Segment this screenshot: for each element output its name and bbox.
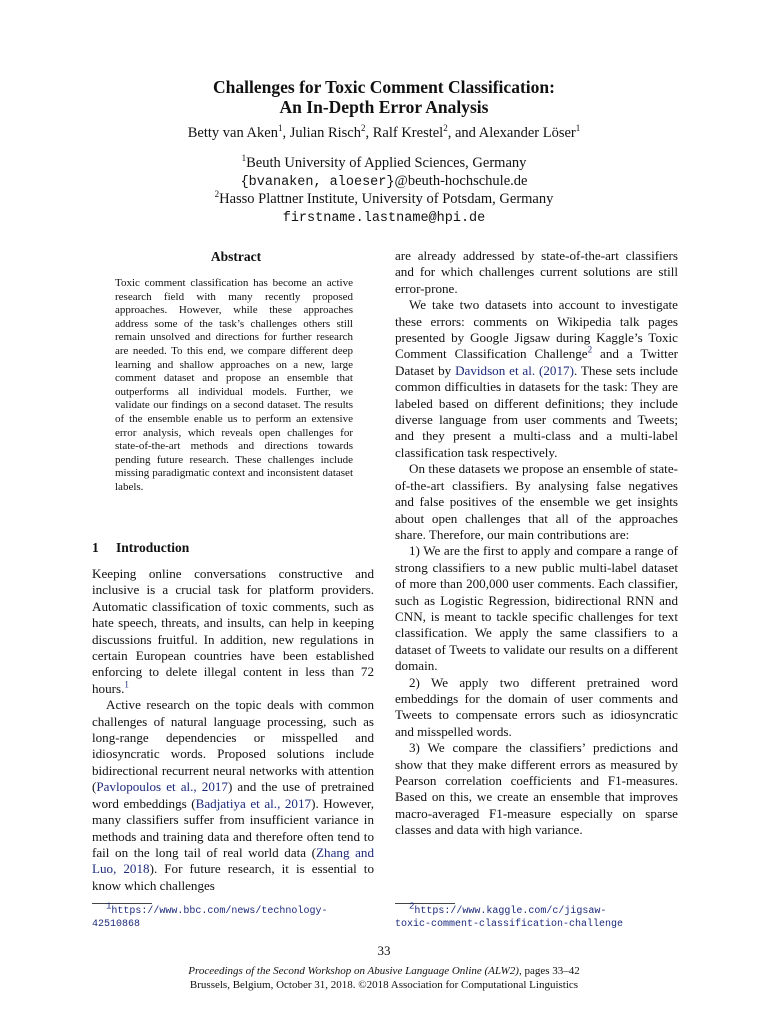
affiliation-1 <box>0 155 768 173</box>
email-user: {bvanaken, aloeser} <box>240 174 395 190</box>
footnote-2-url-part-1[interactable]: https://www.kaggle.com/c/jigsaw- <box>414 906 607 917</box>
footnote-mark: 2 <box>409 901 415 912</box>
footnote-1 <box>92 901 374 931</box>
footnote-1-url-part-2[interactable]: 42510868 <box>92 918 141 930</box>
author-affil-mark: 2 <box>361 123 366 134</box>
footnote-rule-right <box>395 903 455 904</box>
paragraph-text: ) and the use of pretrained word embeddings ( <box>92 779 375 811</box>
email: firstname.lastname@hpi.de <box>282 210 486 226</box>
footer-line-2: Brussels, Belgium, October 31, 2018. ©2018 Association for Computational Linguistics <box>189 979 579 991</box>
left-column-body <box>92 566 374 894</box>
affil-mark: 2 <box>214 189 220 200</box>
author-separator: , <box>282 125 290 141</box>
paper-title <box>0 77 768 117</box>
affil-mark: 1 <box>241 153 247 164</box>
paragraph-text: Active research on the topic deals with common challenges of natural language processing, such as long-range dependencies or misspelled and idiosyncratic words. Proposed solutions include bidirectional recurrent neural networks with attention ( <box>92 697 374 795</box>
contribution-2: 2) We apply two different pretrained word embeddings for the domain of user comments and Tweets to compensate errors such as idiosyncratic and misspelled words. <box>395 674 678 739</box>
author-name: Betty van Aken <box>187 125 278 141</box>
footer-line-1 <box>0 964 768 978</box>
footnote-2-line-1 <box>395 901 685 919</box>
paragraph-text: and a Twitter Dataset by <box>395 346 678 378</box>
title-line-2: An In-Depth Error Analysis <box>279 97 489 117</box>
author-separator: , and <box>447 125 479 141</box>
page-number: 33 <box>377 943 391 958</box>
right-column-body <box>395 248 678 839</box>
abstract-heading: Abstract <box>210 249 262 264</box>
author-name: Alexander Löser <box>478 125 576 141</box>
footnote-mark: 1 <box>106 901 112 912</box>
footnote-ref-1[interactable]: 1 <box>124 679 129 690</box>
citation-link[interactable]: Pavlopoulos et al., 2017 <box>96 779 228 795</box>
email-domain: @beuth-hochschule.de <box>394 172 528 189</box>
contribution-3: 3) We compare the classifiers’ predictions and show that they make different errors as measured by Pearson correlation coefficients and F1-measures. Based on this, we create an ensemble that improves macro-averaged F1-measure especially on sparse classes and data with high variance. <box>395 740 678 838</box>
author-affil-mark: 2 <box>443 123 448 134</box>
abstract-text: Toxic comment classification has become an active research field with many recently proposed approaches. However, while these approaches address some of the task’s challenges others still remain unsolved and directions for further research are needed. To this end, we compare different deep learning and shallow approaches on a new, large comment dataset and propose an ensemble that outperforms all individual models. Further, we validate our findings on a second dataset. The results of the ensemble enable us to perform an extensive error analysis, which reveals open challenges for state-of-the-art methods and directions towards pending future research. These challenges include missing paradigmatic context and inconsistent dataset labels. <box>115 277 353 493</box>
author-name: Ralf Krestel <box>372 125 444 141</box>
citation-link[interactable]: Davidson et al. (2017) <box>455 362 574 378</box>
footnote-2-url-part-2[interactable]: toxic-comment-classification-challenge <box>395 918 624 930</box>
citation-link[interactable]: Zhang and Luo, 2018 <box>92 844 374 877</box>
section-number: 1 <box>92 540 99 555</box>
footnote-2 <box>395 901 685 931</box>
intro-paragraph-2 <box>92 697 374 894</box>
footnote-1-url-part-1[interactable]: https://www.bbc.com/news/technology- <box>111 906 328 917</box>
author-list <box>0 124 768 142</box>
affiliation-2-email <box>0 209 768 228</box>
footnote-1-line-1 <box>92 901 374 919</box>
venue-name: Proceedings of the Second Workshop on Abusive Language Online (ALW2) <box>188 965 519 977</box>
affil-name: Hasso Plattner Institute, University of Potsdam, Germany <box>219 191 554 207</box>
right-paragraph-0: are already addressed by state-of-the-art classifiers and for which challenges current solutions are still error-prone. <box>395 248 678 296</box>
right-paragraph-2: On these datasets we propose an ensemble of state-of-the-art classifiers. By analysing false negatives and false positives of the ensemble we get insights about open challenges that all of the approaches share. Therefore, our main contributions are: <box>395 461 678 542</box>
page-range: , pages 33–42 <box>518 965 580 977</box>
proceedings-footer <box>0 964 768 992</box>
paragraph-text: Keeping online conversations constructive and inclusive is a crucial task for platform providers. Automatic classification of toxic comments, such as hate speech, threats, and insults, can help in keeping discussions fruitful. In addition, new regulations in certain European countries have been established enforcing to delete illegal content in less than 72 hours. <box>92 566 374 696</box>
author-affil-mark: 1 <box>575 123 581 134</box>
contribution-1: 1) We are the first to apply and compare a range of strong classifiers to a new public multi-label dataset of more than 200,000 user comments. Each classifier, such as Logistic Regression, bidirectional RNN and CNN, is meant to tackle specific challenges for text classification. We apply the same classifiers to a dataset of Tweets to validate our results on a different domain. <box>395 543 678 674</box>
author-affil-mark: 1 <box>277 123 283 134</box>
paragraph-text: ). For future research, it is essential to know which challenges <box>92 861 374 893</box>
affiliations <box>0 155 768 227</box>
author-name: Julian Risch <box>289 125 361 141</box>
section-heading-introduction <box>92 540 189 556</box>
section-title: Introduction <box>116 540 190 555</box>
affiliation-1-email <box>0 173 768 192</box>
affiliation-2 <box>0 191 768 209</box>
author-separator: , <box>365 125 373 141</box>
affil-name: Beuth University of Applied Sciences, Germany <box>246 155 527 171</box>
title-line-1: Challenges for Toxic Comment Classification: <box>213 77 555 97</box>
citation-link[interactable]: Badjatiya et al., 2017 <box>195 795 312 811</box>
paragraph-text: ). However, many classifiers suffer from insufficient variance in methods and training data and therefore often tend to fail on the long tail of real world data ( <box>92 795 374 860</box>
right-paragraph-1 <box>395 297 678 461</box>
footnote-ref-2[interactable]: 2 <box>587 345 593 356</box>
intro-paragraph-1 <box>92 566 374 697</box>
paragraph-text: . These sets include common difficulties in datasets for the task: They are labeled based on different definitions; they include diverse language from user comments and Tweets; and they present a multi-class and a multi-label classification task respectively. <box>395 362 678 460</box>
paragraph-text: We take two datasets into account to investigate these errors: comments on Wikipedia talk pages presented by Google Jigsaw during Kaggle’s Toxic Comment Classification Challenge <box>395 297 678 362</box>
footnote-rule-left <box>92 903 152 904</box>
